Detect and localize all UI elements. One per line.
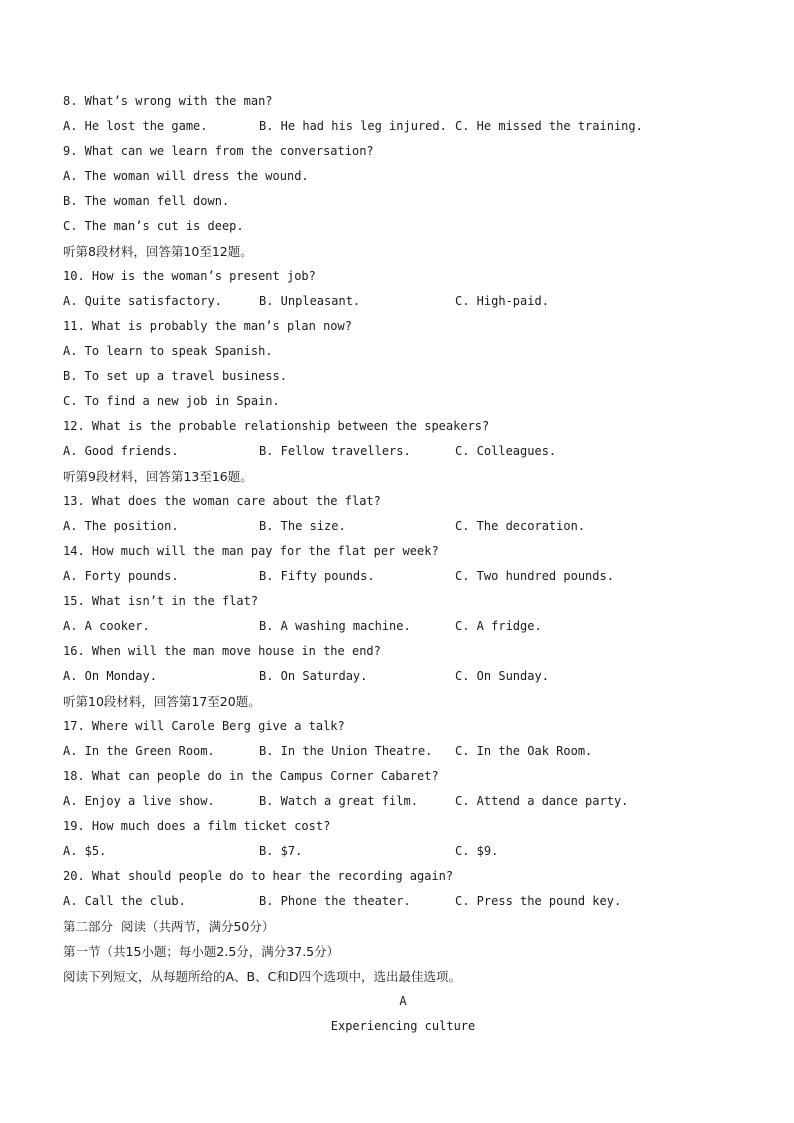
- option-c: C. The decoration.: [455, 519, 586, 533]
- question-16-options: [63, 664, 743, 689]
- question-19: 19. How much does a film ticket cost?: [63, 819, 331, 833]
- option-a: A. Enjoy a live show.: [63, 794, 215, 808]
- question-15: 15. What isn’t in the flat?: [63, 594, 259, 608]
- option-b: B. The woman fell down.: [63, 194, 230, 208]
- option-c: C. Two hundred pounds.: [455, 569, 614, 583]
- question-12-options: [63, 439, 743, 464]
- option-c: C. He missed the training.: [455, 119, 643, 133]
- part-2-heading: 第二部分 阅读（共两节，满分50分）: [63, 919, 275, 934]
- section-heading-8: 听第8段材料，回答第10至12题。: [63, 244, 253, 259]
- question-15-options: [63, 614, 743, 639]
- option-a: A. Quite satisfactory.: [63, 294, 222, 308]
- question-10-options: [63, 289, 743, 314]
- question-17-options: [63, 739, 743, 764]
- question-10: 10. How is the woman’s present job?: [63, 269, 316, 283]
- question-9: 9. What can we learn from the conversation?: [63, 144, 374, 158]
- option-a: A. He lost the game.: [63, 119, 208, 133]
- option-b: B. Phone the theater.: [259, 894, 411, 908]
- option-b: B. On Saturday.: [259, 669, 368, 683]
- question-14: 14. How much will the man pay for the flat per week?: [63, 544, 439, 558]
- question-16: 16. When will the man move house in the end?: [63, 644, 381, 658]
- option-a: A. The position.: [63, 519, 179, 533]
- section-heading-9: 听第9段材料，回答第13至16题。: [63, 469, 253, 484]
- option-c: C. To find a new job in Spain.: [63, 394, 280, 408]
- option-b: B. A washing machine.: [259, 619, 411, 633]
- option-c: C. $9.: [455, 844, 499, 858]
- option-b: B. In the Union Theatre.: [259, 744, 433, 758]
- reading-instructions: 阅读下列短文，从每题所给的A、B、C和D四个选项中，选出最佳选项。: [63, 969, 461, 984]
- option-a: A. $5.: [63, 844, 107, 858]
- option-b: B. Watch a great film.: [259, 794, 418, 808]
- passage-title: Experiencing culture: [330, 1019, 476, 1033]
- passage-letter: A: [399, 994, 407, 1008]
- option-a: A. In the Green Room.: [63, 744, 215, 758]
- question-18-options: [63, 789, 743, 814]
- option-c: C. Press the pound key.: [455, 894, 622, 908]
- question-12: 12. What is the probable relationship between the speakers?: [63, 419, 490, 433]
- question-20-options: [63, 889, 743, 914]
- option-b: B. Unpleasant.: [259, 294, 361, 308]
- option-b: B. $7.: [259, 844, 303, 858]
- option-a: A. To learn to speak Spanish.: [63, 344, 273, 358]
- option-c: C. On Sunday.: [455, 669, 549, 683]
- option-c: C. In the Oak Room.: [455, 744, 593, 758]
- option-c: C. High-paid.: [455, 294, 549, 308]
- question-13: 13. What does the woman care about the flat?: [63, 494, 381, 508]
- option-b: B. To set up a travel business.: [63, 369, 287, 383]
- option-a: A. Forty pounds.: [63, 569, 179, 583]
- question-11: 11. What is probably the man’s plan now?: [63, 319, 352, 333]
- question-13-options: [63, 514, 743, 539]
- option-a: A. A cooker.: [63, 619, 150, 633]
- option-a: A. The woman will dress the wound.: [63, 169, 309, 183]
- question-8: 8. What’s wrong with the man?: [63, 94, 273, 108]
- question-8-options: [63, 114, 743, 139]
- option-a: A. Call the club.: [63, 894, 186, 908]
- section-heading-10: 听第10段材料，回答第17至20题。: [63, 694, 261, 709]
- page-content: [63, 89, 743, 1039]
- option-c: C. A fridge.: [455, 619, 542, 633]
- question-18: 18. What can people do in the Campus Corner Cabaret?: [63, 769, 439, 783]
- option-b: B. Fellow travellers.: [259, 444, 411, 458]
- question-14-options: [63, 564, 743, 589]
- option-b: B. He had his leg injured.: [259, 119, 447, 133]
- option-b: B. The size.: [259, 519, 346, 533]
- option-a: A. Good friends.: [63, 444, 179, 458]
- question-20: 20. What should people do to hear the recording again?: [63, 869, 454, 883]
- option-c: C. Colleagues.: [455, 444, 557, 458]
- option-c: C. The man’s cut is deep.: [63, 219, 244, 233]
- question-19-options: [63, 839, 743, 864]
- question-17: 17. Where will Carole Berg give a talk?: [63, 719, 345, 733]
- option-a: A. On Monday.: [63, 669, 157, 683]
- option-b: B. Fifty pounds.: [259, 569, 375, 583]
- section-1-heading: 第一节（共15小题；每小题2.5分，满分37.5分）: [63, 944, 340, 959]
- option-c: C. Attend a dance party.: [455, 794, 629, 808]
